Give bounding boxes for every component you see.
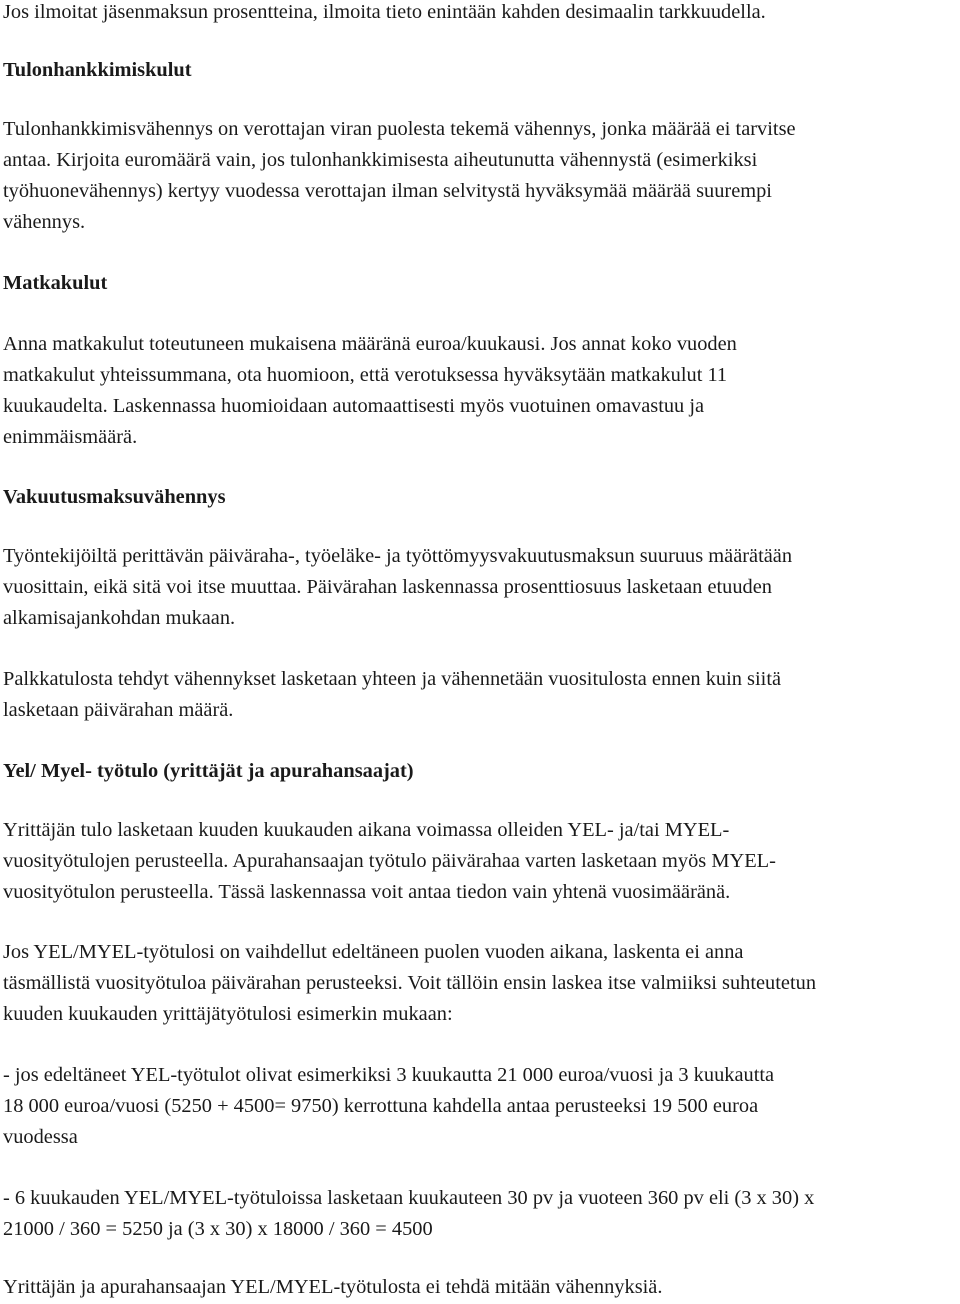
text-line: vuosityötulon perusteella. Tässä laskennassa voit antaa tiedon vain yhtenä vuosimääränä.: [3, 881, 731, 903]
vakuutusmaksuvahennys-paragraph-2: [3, 664, 959, 726]
text-line: Jos YEL/MYEL-työtulosi on vaihdellut edeltäneen puolen vuoden aikana, laskenta ei anna: [3, 941, 744, 963]
text-line: Palkkatulosta tehdyt vähennykset lasketaan yhteen ja vähennetään vuositulosta ennen kuin siitä: [3, 668, 782, 690]
text-line: Työntekijöiltä perittävän päiväraha-, työeläke- ja työttömyysvakuutusmaksun suuruus määrätään: [3, 545, 793, 567]
text-line: Yrittäjän tulo lasketaan kuuden kuukauden aikana voimassa olleiden YEL- ja/tai MYEL-: [3, 819, 730, 841]
text-line: enimmäismäärä.: [3, 426, 138, 448]
text-line: 21000 / 360 = 5250 ja (3 x 30) x 18000 / 360 = 4500: [3, 1218, 433, 1240]
text-line: antaa. Kirjoita euromäärä vain, jos tulonhankkimisesta aiheutunutta vähennystä (esimerkiksi: [3, 149, 758, 171]
text-line: kuukaudelta. Laskennassa huomioidaan automaattisesti myös vuotuinen omavastuu ja: [3, 395, 705, 417]
yel-paragraph-1: [3, 815, 959, 908]
text-line: vähennys.: [3, 211, 86, 233]
text-line: - 6 kuukauden YEL/MYEL-työtuloissa lasketaan kuukauteen 30 pv ja vuoteen 360 pv eli (3 x 30) x: [3, 1187, 815, 1209]
text-line: kuuden kuukauden yrittäjätyötulosi esimerkin mukaan:: [3, 1003, 453, 1025]
text-line: työhuonevähennys) kertyy vuodessa verottajan ilman selvitystä hyväksymää määrää suurempi: [3, 180, 772, 202]
text-line: matkakulut yhteissummana, ota huomioon, että verotuksessa hyväksytään matkakulut 11: [3, 364, 728, 386]
vakuutusmaksuvahennys-paragraph-1: [3, 541, 959, 634]
text-line: Tulonhankkimisvähennys on verottajan viran puolesta tekemä vähennys, jonka määrää ei tarvitse: [3, 118, 796, 140]
text-line: Anna matkakulut toteutuneen mukaisena määränä euroa/kuukausi. Jos annat koko vuoden: [3, 333, 737, 355]
matkakulut-paragraph: [3, 329, 959, 453]
text-line: vuodessa: [3, 1126, 78, 1148]
heading-vakuutusmaksuvahennys: Vakuutusmaksuvähennys: [3, 486, 226, 508]
intro-paragraph: [3, 0, 959, 28]
yel-example-paragraph-2: [3, 1183, 959, 1245]
tulonhankkimiskulut-paragraph: [3, 114, 959, 238]
yel-closing-paragraph: [3, 1272, 959, 1303]
yel-paragraph-2: [3, 937, 959, 1030]
text-line: täsmällistä vuosityötuloa päivärahan perusteeksi. Voit tällöin ensin laskea itse valmiiksi suhteutetun: [3, 972, 817, 994]
text-line: alkamisajankohdan mukaan.: [3, 607, 236, 629]
text-line: vuosityötulojen perusteella. Apurahansaajan työtulo päivärahaa varten lasketaan myös MYEL-: [3, 850, 776, 872]
text-line: - jos edeltäneet YEL-työtulot olivat esimerkiksi 3 kuukautta 21 000 euroa/vuosi ja 3 kuukautta: [3, 1064, 775, 1086]
text-line: Jos ilmoitat jäsenmaksun prosentteina, ilmoita tieto enintään kahden desimaalin tarkkuudella.: [3, 1, 766, 23]
text-line: Yrittäjän ja apurahansaajan YEL/MYEL-työtulosta ei tehdä mitään vähennyksiä.: [3, 1276, 663, 1298]
heading-yel-myel: Yel/ Myel- työtulo (yrittäjät ja apurahansaajat): [3, 760, 414, 782]
yel-example-paragraph-1: [3, 1060, 959, 1153]
text-line: 18 000 euroa/vuosi (5250 + 4500= 9750) kerrottuna kahdella antaa perusteeksi 19 500 euroa: [3, 1095, 759, 1117]
heading-matkakulut: Matkakulut: [3, 272, 108, 294]
heading-tulonhankkimiskulut: Tulonhankkimiskulut: [3, 59, 192, 81]
text-line: lasketaan päivärahan määrä.: [3, 699, 234, 721]
text-line: vuosittain, eikä sitä voi itse muuttaa. Päivärahan laskennassa prosenttiosuus lasketaan etuuden: [3, 576, 772, 598]
